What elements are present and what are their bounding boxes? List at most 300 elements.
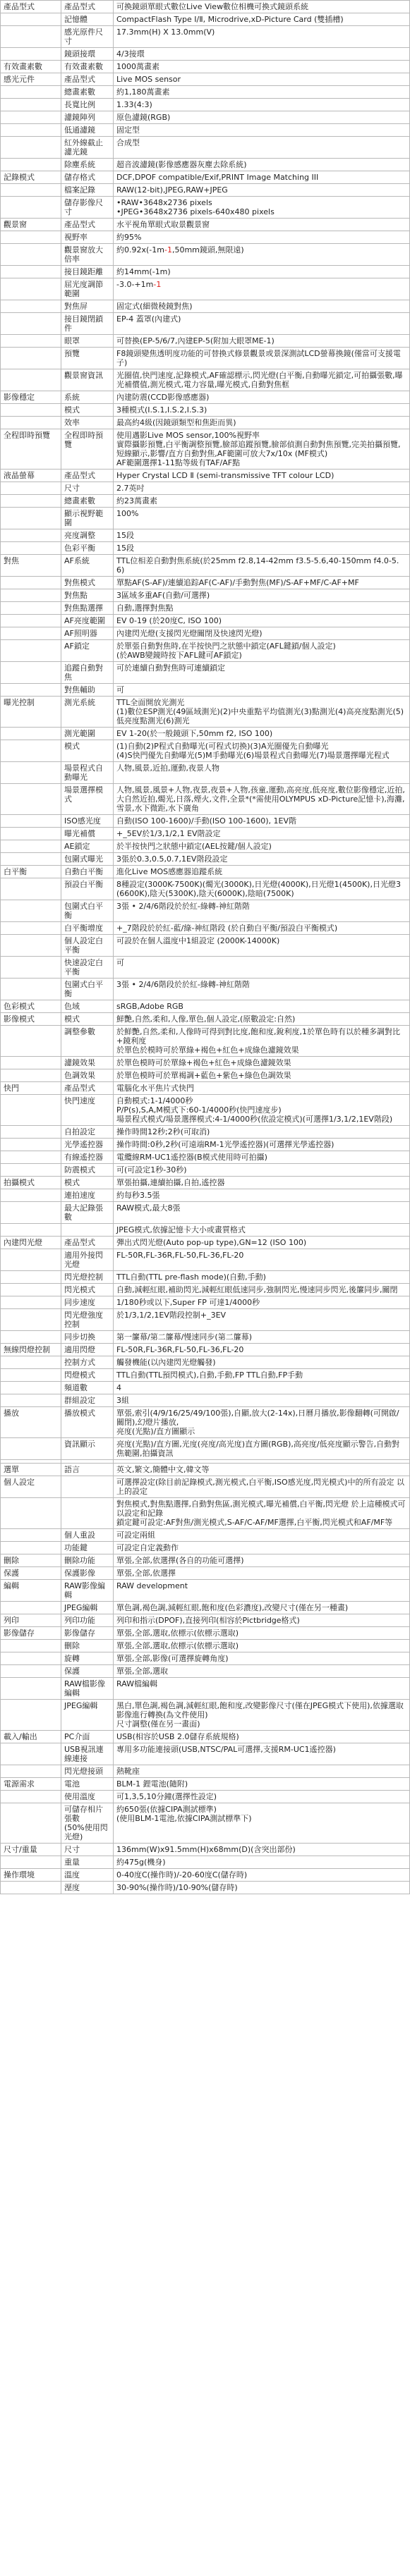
- spec-row: [1, 495, 410, 508]
- spec-value-cell: [114, 159, 410, 171]
- spec-row: [1, 1, 410, 13]
- spec-value-text: 內建防震(CCD影像感應器): [116, 393, 210, 402]
- spec-item-cell: 群組設定: [61, 1394, 114, 1407]
- spec-value-text: 操作時間:0秒,2秒(可遠端RM-1光學遙控器)(可選擇光學遙控器): [116, 1140, 334, 1149]
- spec-value-cell: [114, 335, 410, 348]
- spec-value-cell: [114, 1013, 410, 1026]
- spec-category-cell: [1, 197, 61, 219]
- spec-value-text: 可設於在個人溫度中1組設定 (2000K-14000K): [116, 936, 280, 945]
- spec-value-text: 單張,索引(4/9/16/25/49/100張),自顯,放大(2-14x),日曆月播放,影像翻轉(可開啟/關閉),幻燈片播放, 亮度(光點)/直方圖顯示: [116, 1409, 399, 1436]
- spec-value-text: TTL自動(TTL預閃模式),自動,手動,FP TTL自動,FP手動: [116, 1370, 303, 1380]
- spec-value-cell: [114, 1382, 410, 1394]
- spec-value-cell: [114, 369, 410, 391]
- spec-value-text: FL-50R,FL-36R,FL-50,FL-36,FL-20: [116, 1251, 244, 1260]
- spec-row: [1, 184, 410, 197]
- spec-value-text: 可設定自定義動作: [116, 1543, 179, 1552]
- spec-category-cell: 有效畫素數: [1, 61, 61, 73]
- spec-item-cell: USB視訊連線連接: [61, 1743, 114, 1765]
- spec-value-text: 英文,繁文,簡體中文,韓文等: [116, 1465, 210, 1474]
- spec-category-cell: 觀景窗: [1, 219, 61, 231]
- spec-row: [1, 1529, 410, 1542]
- spec-row: [1, 159, 410, 171]
- spec-value-text: DCF,DPOF compatible/Exif,PRINT Image Matching III: [116, 173, 319, 182]
- spec-category-cell: 播放: [1, 1407, 61, 1438]
- spec-category-cell: [1, 728, 61, 740]
- spec-value-text: 單張,全部,依選擇: [116, 1569, 176, 1578]
- spec-row: [1, 391, 410, 404]
- spec-row: [1, 1614, 410, 1627]
- spec-value-text: 可: [116, 685, 124, 694]
- spec-category-cell: [1, 369, 61, 391]
- spec-row: [1, 740, 410, 762]
- spec-category-cell: [1, 313, 61, 335]
- spec-category-cell: [1, 13, 61, 26]
- spec-item-cell: 測光系統: [61, 697, 114, 728]
- spec-category-cell: 尺寸/重量: [1, 1844, 61, 1856]
- highlight-text: -1: [153, 280, 162, 289]
- spec-category-cell: [1, 1640, 61, 1652]
- spec-value-text: 1000萬畫素: [116, 62, 159, 71]
- spec-category-cell: [1, 1394, 61, 1407]
- spec-item-cell: 總畫素數: [61, 495, 114, 508]
- spec-category-cell: [1, 935, 61, 957]
- spec-item-cell: JPEG編輯: [61, 1700, 114, 1731]
- spec-item-cell: 模式: [61, 404, 114, 417]
- spec-value-cell: [114, 1189, 410, 1202]
- spec-item-cell: 溼度: [61, 1882, 114, 1894]
- spec-category-cell: [1, 542, 61, 555]
- spec-row: [1, 300, 410, 313]
- spec-value-cell: [114, 878, 410, 900]
- spec-value-cell: [114, 615, 410, 627]
- spec-value-cell: [114, 1529, 410, 1542]
- spec-item-cell: 系統: [61, 391, 114, 404]
- spec-table-body: [1, 1, 410, 1894]
- spec-item-cell: 光學遙控器: [61, 1139, 114, 1151]
- spec-item-cell: 包圍式曝光: [61, 853, 114, 866]
- spec-value-text: 熱靴座: [116, 1767, 140, 1776]
- spec-value-text: 約14mm(-1m): [116, 267, 171, 276]
- spec-value-cell: [114, 99, 410, 111]
- spec-value-text: JPEG模式,依據記憶卡大小或畫質格式: [116, 1225, 246, 1234]
- spec-item-cell: 模式: [61, 740, 114, 762]
- spec-item-cell: 防震模式: [61, 1164, 114, 1177]
- spec-value-cell: [114, 111, 410, 124]
- spec-value-text: 於單張自動對焦時,在半按快門之狀態中鎖定(AFL鍵鎖/個人設定) (於AWB變鏡時按下AFL鍵可AF鎖定): [116, 642, 336, 660]
- spec-value-text: 約95%: [116, 233, 142, 242]
- spec-value-cell: [114, 1237, 410, 1249]
- spec-item-cell: 閃光燈接頭: [61, 1765, 114, 1778]
- spec-category-cell: [1, 1026, 61, 1057]
- spec-row: [1, 508, 410, 529]
- spec-value-text: 電腦化水平焦片式快門: [116, 1084, 194, 1093]
- spec-value-cell: [114, 1151, 410, 1164]
- spec-category-cell: [1, 1095, 61, 1126]
- spec-row: [1, 1407, 410, 1438]
- spec-value-text: 使用邁影Live MOS sensor,100%視野率 實際攝影預覽,白平衡調整預覽,臉部追蹤預覽,臉部偵測自動對焦預覽,完美拍攝預覽, 短線顯示,影響/直方自動對焦,AF範圍可放大7x/10x (MF模式) AF範圍選擇1-11點等級有TAF/AF點: [116, 431, 401, 467]
- spec-category-cell: [1, 662, 61, 684]
- spec-value-cell: [114, 1095, 410, 1126]
- highlight-text: -1: [164, 245, 172, 254]
- spec-value-cell: [114, 391, 410, 404]
- spec-item-cell: 產品型式: [61, 1, 114, 13]
- spec-item-cell: 使用溫度: [61, 1791, 114, 1803]
- spec-value-text: 約0.92x(-1m: [116, 245, 164, 254]
- spec-item-cell: 控制方式: [61, 1356, 114, 1369]
- spec-value-cell: [114, 1, 410, 13]
- spec-value-cell: [114, 137, 410, 159]
- spec-category-cell: [1, 335, 61, 348]
- spec-value-text: 3種模式(I.S.1,I.S.2,I.S.3): [116, 405, 207, 415]
- spec-item-cell: AF亮度範圍: [61, 615, 114, 627]
- spec-row: [1, 1778, 410, 1791]
- spec-row: [1, 662, 410, 684]
- spec-category-cell: [1, 1602, 61, 1614]
- spec-item-cell: 色彩平衡: [61, 542, 114, 555]
- spec-category-cell: [1, 1529, 61, 1542]
- spec-row: [1, 1095, 410, 1126]
- spec-item-cell: 鏡頭接環: [61, 48, 114, 61]
- spec-row: [1, 1743, 410, 1765]
- spec-value-text: 3張 • 2/4/6階段於於紅-綠轉-神紅階階: [116, 980, 250, 989]
- spec-category-cell: [1, 1189, 61, 1202]
- spec-item-cell: 自拍設定: [61, 1126, 114, 1139]
- spec-value-cell: [114, 1476, 410, 1498]
- spec-row: [1, 1678, 410, 1700]
- spec-value-text: RAW development: [116, 1581, 188, 1590]
- spec-item-cell: 測光範圍: [61, 728, 114, 740]
- spec-category-cell: [1, 417, 61, 429]
- spec-category-cell: 記錄模式: [1, 171, 61, 184]
- spec-category-cell: 全程即時預覽: [1, 429, 61, 470]
- spec-value-cell: [114, 529, 410, 542]
- spec-row: [1, 404, 410, 417]
- spec-value-cell: [114, 697, 410, 728]
- spec-row: [1, 555, 410, 577]
- spec-value-text: 3張 • 2/4/6階段於於紅-綠轉-神紅階階: [116, 902, 250, 911]
- spec-item-cell: 旋轉: [61, 1652, 114, 1665]
- spec-category-cell: [1, 1356, 61, 1369]
- spec-value-text: -3.0-+1m: [116, 280, 154, 289]
- spec-value-text: 人物,風景,風景+人物,夜景,夜景+人物,孩童,運動,高亮度,低亮度,數位影像穩定,近拍,大自然近拍,燭光,日落,煙火,文件,全景*(*需使用OLYMPUS xD-Picture記憶卡),海灘,雪景,水下微距,水下廣角: [116, 785, 405, 813]
- spec-item-cell: AF鎖定: [61, 640, 114, 662]
- spec-value-cell: [114, 1309, 410, 1331]
- spec-row: [1, 1869, 410, 1882]
- spec-row: [1, 1082, 410, 1095]
- spec-value-cell: [114, 219, 410, 231]
- spec-category-cell: [1, 1743, 61, 1765]
- spec-item-cell: 個人重設: [61, 1529, 114, 1542]
- spec-category-cell: 內建閃光燈: [1, 1237, 61, 1249]
- spec-category-cell: [1, 1882, 61, 1894]
- spec-row: [1, 979, 410, 1000]
- spec-value-cell: [114, 1567, 410, 1580]
- spec-row: [1, 197, 410, 219]
- spec-value-cell: [114, 1869, 410, 1882]
- spec-value-text: 4/3接環: [116, 49, 145, 59]
- spec-row: [1, 589, 410, 602]
- spec-row: [1, 1177, 410, 1189]
- spec-row: [1, 1271, 410, 1284]
- spec-item-cell: 儲存格式: [61, 171, 114, 184]
- spec-item-cell: 模式: [61, 1013, 114, 1026]
- spec-value-cell: [114, 86, 410, 99]
- spec-value-text: (1)自動(2)P程式自動曝光(可程式切換)(3)A光圈優先自動曝光 (4)S快門優先自動曝光(5)M手動曝光(6)場景程式自動曝光(7)場景選擇曝光程式: [116, 742, 390, 760]
- spec-value-cell: [114, 589, 410, 602]
- spec-category-cell: [1, 627, 61, 640]
- spec-value-text: 亮度(光點)/直方圖,光度(亮度/高光度)直方圖(RGB),高亮度/低亮度顯示警告,自動對焦範圍,拍攝資訊: [116, 1440, 400, 1458]
- spec-category-cell: 對焦: [1, 555, 61, 577]
- spec-category-cell: [1, 48, 61, 61]
- spec-row: [1, 1189, 410, 1202]
- spec-category-cell: [1, 684, 61, 697]
- spec-row: [1, 542, 410, 555]
- spec-item-cell: 連拍速度: [61, 1189, 114, 1202]
- spec-value-text: TTL全面開放光測光 (1)數位ESP測光(49區域測光)(2)中央重點平均值測光(3)點測光(4)高亮度點測光(5)低亮度點測光(6)測光: [116, 698, 404, 725]
- spec-value-text: 單張,全部,選取: [116, 1667, 168, 1676]
- spec-item-cell: 效率: [61, 417, 114, 429]
- spec-value-text: 於鮮艷,自然,柔和,人像時可得到對比度,飽和度,銳利度,1於單色時有以於種多調對比+鏡利度 於單色於模時可於單綠+褐色+紅色+成綠色濾鏡效果: [116, 1027, 400, 1055]
- spec-value-cell: [114, 662, 410, 684]
- spec-item-cell: 場景程式自動曝光: [61, 762, 114, 784]
- spec-value-tail: ,50mm鏡頭,無限遠): [171, 245, 244, 254]
- spec-category-cell: [1, 1765, 61, 1778]
- spec-value-text: 單張,全部,影像(可選擇旋轉角度): [116, 1654, 229, 1663]
- spec-value-cell: [114, 1554, 410, 1567]
- spec-item-cell: 溫度: [61, 1869, 114, 1882]
- spec-category-cell: [1, 404, 61, 417]
- spec-item-cell: 列印功能: [61, 1614, 114, 1627]
- spec-category-cell: 拍攝模式: [1, 1177, 61, 1189]
- spec-item-cell: 有效畫素數: [61, 61, 114, 73]
- spec-row: [1, 1464, 410, 1476]
- spec-value-cell: [114, 1791, 410, 1803]
- spec-value-text: 對焦模式,對焦點選擇,自動對焦區,測光模式,曝光補償,白平衡,閃光燈 於上這種模式可以設定和記錄 鎖定鍵可設定:AF對焦/測光模式,S-AF/C-AF/MF選擇,白平衡,閃光模式和AF/MF等: [116, 1499, 406, 1527]
- spec-item-cell: 對焦點選擇: [61, 602, 114, 615]
- spec-row: [1, 1237, 410, 1249]
- spec-row: [1, 278, 410, 300]
- spec-value-cell: [114, 866, 410, 878]
- spec-item-cell: 調整參數: [61, 1026, 114, 1057]
- spec-row: [1, 1356, 410, 1369]
- spec-category-cell: [1, 815, 61, 828]
- spec-category-cell: [1, 266, 61, 278]
- spec-row: [1, 1438, 410, 1460]
- spec-row: [1, 577, 410, 589]
- spec-item-cell: 濾鏡效果: [61, 1057, 114, 1069]
- spec-value-text: 於1/3,1/2,1EV階段控制+_3EV: [116, 1311, 227, 1320]
- spec-value-text: 單張,全部,依選擇(各自的功能可選擇): [116, 1556, 244, 1565]
- spec-item-cell: PC介面: [61, 1731, 114, 1743]
- spec-category-cell: [1, 1382, 61, 1394]
- spec-category-cell: [1, 508, 61, 529]
- spec-item-cell: 對焦點: [61, 589, 114, 602]
- spec-row: [1, 1296, 410, 1309]
- spec-value-text: 可換鏡頭單眼式數位Live View數位相機可換式鏡頭系統: [116, 2, 309, 11]
- spec-value-cell: [114, 1498, 410, 1529]
- spec-row: [1, 1249, 410, 1271]
- spec-value-cell: [114, 1331, 410, 1344]
- spec-item-cell: 包圍式白平衡: [61, 979, 114, 1000]
- spec-row: [1, 878, 410, 900]
- spec-item-cell: 場景選擇模式: [61, 784, 114, 815]
- spec-value-text: 約23萬畫素: [116, 496, 157, 505]
- spec-item-cell: 有線遙控器: [61, 1151, 114, 1164]
- spec-row: [1, 1731, 410, 1743]
- spec-value-cell: [114, 508, 410, 529]
- spec-row: [1, 1700, 410, 1731]
- spec-item-cell: 最大記錄張數: [61, 1202, 114, 1224]
- spec-item-cell: 重量: [61, 1856, 114, 1869]
- spec-value-text: 自動(ISO 100-1600)/手動(ISO 100-1600), 1EV階: [116, 816, 297, 826]
- spec-value-cell: [114, 762, 410, 784]
- spec-value-cell: [114, 197, 410, 219]
- spec-category-cell: [1, 602, 61, 615]
- spec-value-cell: [114, 828, 410, 840]
- spec-row: [1, 335, 410, 348]
- spec-category-cell: 白平衡: [1, 866, 61, 878]
- spec-row: [1, 313, 410, 335]
- spec-value-cell: [114, 300, 410, 313]
- spec-item-cell: 產品型式: [61, 73, 114, 86]
- spec-row: [1, 1856, 410, 1869]
- spec-category-cell: 曝光控制: [1, 697, 61, 728]
- spec-category-cell: [1, 1271, 61, 1284]
- spec-value-cell: [114, 1627, 410, 1640]
- spec-value-cell: [114, 1164, 410, 1177]
- spec-category-cell: 快門: [1, 1082, 61, 1095]
- spec-item-cell: 亮度調整: [61, 529, 114, 542]
- spec-value-text: RAW檔編輯: [116, 1679, 157, 1688]
- spec-value-cell: [114, 231, 410, 244]
- spec-value-cell: [114, 1126, 410, 1139]
- spec-row: [1, 1791, 410, 1803]
- spec-value-cell: [114, 1296, 410, 1309]
- spec-value-cell: [114, 1271, 410, 1284]
- spec-value-cell: [114, 853, 410, 866]
- spec-row: [1, 1476, 410, 1498]
- spec-row: [1, 1164, 410, 1177]
- spec-row: [1, 1882, 410, 1894]
- spec-item-cell: 頻道數: [61, 1382, 114, 1394]
- spec-value-text: 自動,減輕紅眼,補助閃光,減輕紅眼低速同步,強制閃光,慢速同步閃光,後簾同步,關閉: [116, 1285, 398, 1294]
- spec-value-cell: [114, 1652, 410, 1665]
- spec-category-cell: [1, 577, 61, 589]
- spec-value-text: USB(相容於USB 2.0儲存系統規格): [116, 1732, 239, 1741]
- spec-item-cell: 產品型式: [61, 470, 114, 482]
- spec-value-text: 1.33(4:3): [116, 100, 152, 109]
- spec-value-cell: [114, 26, 410, 48]
- spec-value-text: 人物,風景,近拍,運動,夜景人物: [116, 763, 219, 773]
- spec-item-cell: 閃光模式: [61, 1284, 114, 1296]
- spec-value-text: 可1,3,5,10分鐘(選擇性設定): [116, 1792, 217, 1801]
- spec-value-text: TTL位相差自動對焦系統(於25mm f2.8,14-42mm f3.5-5.6,40-150mm f4.0-5.6): [116, 556, 399, 575]
- spec-value-text: CompactFlash Type Ⅰ/Ⅱ, Microdrive,xD-Picture Card (雙插槽): [116, 15, 344, 24]
- spec-item-cell: 自動白平衡: [61, 866, 114, 878]
- spec-value-cell: [114, 979, 410, 1000]
- spec-value-text: 自動模式:1-1/4000秒 P/P(s),S,A,M模式下:60-1/4000秒(快門速度步) 場景程式模式/場景選擇模式:4-1/4000秒(依設定模式)(可選擇1/3,1/2,1EV階段): [116, 1096, 393, 1124]
- spec-category-cell: [1, 495, 61, 508]
- spec-row: [1, 815, 410, 828]
- spec-value-text: 自動,選擇對焦點: [116, 603, 174, 613]
- spec-row: [1, 1803, 410, 1844]
- spec-value-cell: [114, 1139, 410, 1151]
- spec-category-cell: [1, 1139, 61, 1151]
- spec-row: [1, 627, 410, 640]
- spec-item-cell: 產品型式: [61, 219, 114, 231]
- spec-item-cell: 色調效果: [61, 1069, 114, 1082]
- spec-category-cell: [1, 1856, 61, 1869]
- spec-item-cell: 保護影像: [61, 1567, 114, 1580]
- spec-row: [1, 602, 410, 615]
- spec-item-cell: 色域: [61, 1000, 114, 1013]
- spec-category-cell: [1, 840, 61, 853]
- spec-item-cell: 接目鏡距離: [61, 266, 114, 278]
- spec-category-cell: 影像穩定: [1, 391, 61, 404]
- spec-item-cell: 視野率: [61, 231, 114, 244]
- spec-category-cell: [1, 1164, 61, 1177]
- spec-value-text: 約1,180萬畫素: [116, 87, 170, 97]
- spec-item-cell: 尺寸: [61, 482, 114, 495]
- spec-item-cell: 刪除: [61, 1640, 114, 1652]
- spec-item-cell: 長寬比例: [61, 99, 114, 111]
- spec-item-cell: [61, 1498, 114, 1529]
- spec-row: [1, 1382, 410, 1394]
- spec-item-cell: ISO感光度: [61, 815, 114, 828]
- spec-category-cell: [1, 979, 61, 1000]
- spec-category-cell: [1, 589, 61, 602]
- spec-value-text: 合成型: [116, 138, 140, 147]
- spec-category-cell: [1, 300, 61, 313]
- spec-value-text: EV 1-20(於一般鏡頭下,50mm f2, ISO 100): [116, 729, 273, 738]
- spec-category-cell: [1, 640, 61, 662]
- spec-category-cell: [1, 1700, 61, 1731]
- spec-value-text: 黑白,單色調,褐色調,減輕紅眼,飽和度,改變影像尺寸(僅在JPEG模式下使用),依據選取影像進行轉換(為文件使用) 尺寸調整(僅在另一畫面): [116, 1701, 404, 1729]
- spec-value-text: 2.7英吋: [116, 484, 145, 493]
- spec-value-text: 觸發機能(以內建閃光燈觸發): [116, 1358, 216, 1367]
- spec-value-cell: [114, 124, 410, 137]
- spec-category-cell: [1, 231, 61, 244]
- spec-value-cell: [114, 728, 410, 740]
- spec-value-cell: [114, 278, 410, 300]
- spec-value-text: 4: [116, 1383, 121, 1392]
- spec-category-cell: 選單: [1, 1464, 61, 1476]
- spec-category-cell: [1, 1678, 61, 1700]
- spec-value-cell: [114, 900, 410, 922]
- spec-value-cell: [114, 957, 410, 979]
- spec-item-cell: 產品型式: [61, 1237, 114, 1249]
- spec-value-cell: [114, 1602, 410, 1614]
- spec-category-cell: [1, 159, 61, 171]
- spec-row: [1, 124, 410, 137]
- spec-value-text: 固定型: [116, 125, 140, 135]
- spec-category-cell: [1, 1126, 61, 1139]
- spec-category-cell: 列印: [1, 1614, 61, 1627]
- spec-value-text: Hyper Crystal LCD Ⅱ (semi-transmissive TFT colour LCD): [116, 471, 334, 480]
- spec-category-cell: [1, 244, 61, 266]
- spec-row: [1, 26, 410, 48]
- spec-row: [1, 1844, 410, 1856]
- spec-value-text: 第一簾幕/第二簾幕/慢速同步(第二簾幕): [116, 1332, 252, 1342]
- spec-value-cell: [114, 1249, 410, 1271]
- spec-row: [1, 957, 410, 979]
- spec-value-cell: [114, 48, 410, 61]
- spec-value-text: BLM-1 鋰電池(隨附): [116, 1779, 188, 1789]
- spec-value-cell: [114, 171, 410, 184]
- spec-category-cell: 無線閃燈控制: [1, 1344, 61, 1356]
- spec-item-cell: 閃光燈控制: [61, 1271, 114, 1284]
- spec-item-cell: 總畫素數: [61, 86, 114, 99]
